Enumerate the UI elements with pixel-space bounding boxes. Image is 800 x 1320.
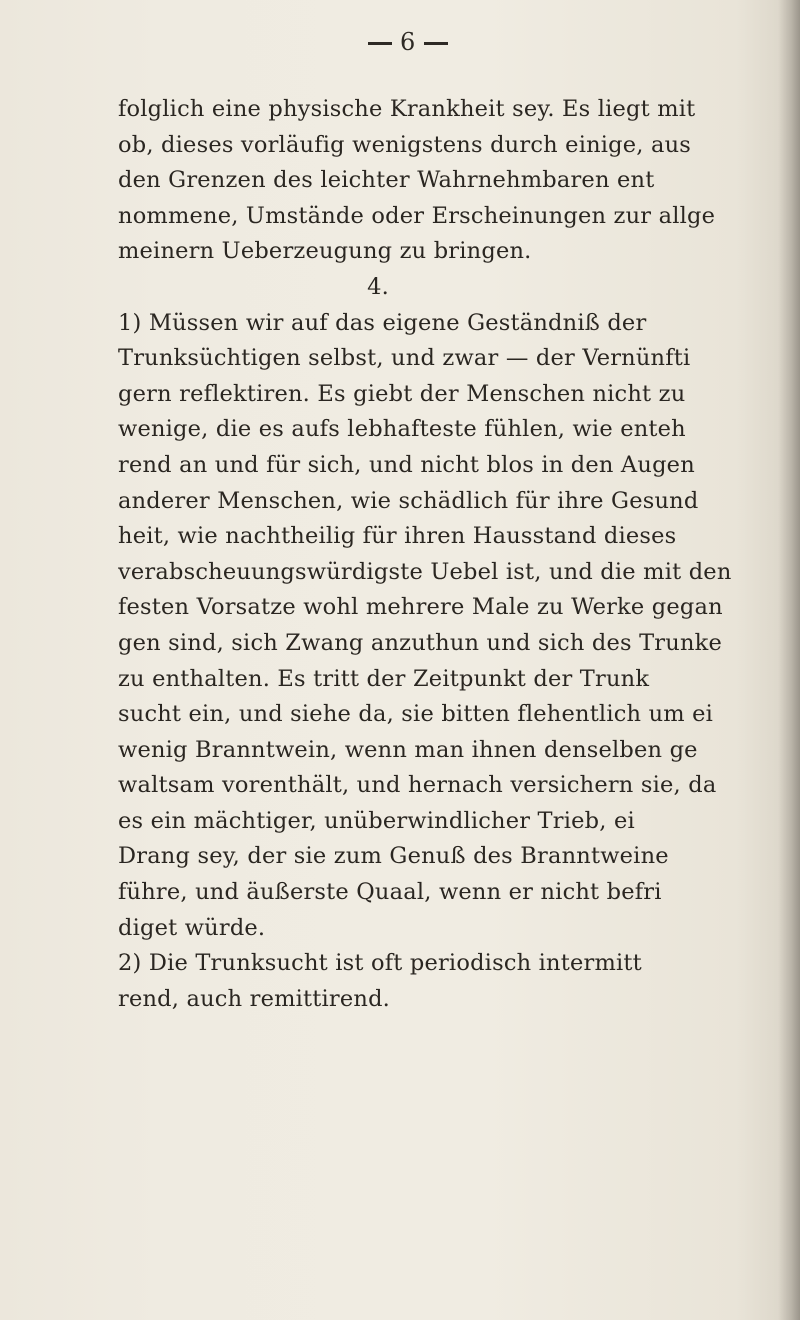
text-line: rend an und für sich, und nicht blos in den Augen <box>118 451 695 478</box>
text-line: ob, dieses vorläufig wenigstens durch einige, aus <box>118 131 692 158</box>
text-line: rend, auch remittirend. <box>118 985 391 1012</box>
page-number: 6 <box>400 28 417 56</box>
text-line: Drang sey, der sie zum Genuß des Branntweine <box>118 843 669 870</box>
header-dash-left <box>368 42 392 45</box>
text-line: diget würde. <box>118 914 266 941</box>
text-line: meinern Ueberzeugung zu bringen. <box>118 238 532 265</box>
text-line: führe, und äußerste Quaal, wenn er nicht befri <box>118 879 662 906</box>
body-text <box>118 92 768 1017</box>
text-line: sucht ein, und siehe da, sie bitten flehentlich um ei <box>118 701 714 728</box>
page-edge-shadow <box>778 0 800 1320</box>
text-line: festen Vorsatze wohl mehrere Male zu Werke gegan <box>118 594 723 621</box>
text-line: anderer Menschen, wie schädlich für ihre Gesund <box>118 487 699 514</box>
text-line: es ein mächtiger, unüberwindlicher Trieb, ei <box>118 807 635 834</box>
text-line: nommene, Umstände oder Erscheinungen zur allge <box>118 202 716 229</box>
text-line: 1) Müssen wir auf das eigene Geständniß der <box>118 309 647 336</box>
section-number: 4. <box>367 273 389 300</box>
text-line: waltsam vorenthält, und hernach versichern sie, da <box>118 772 717 799</box>
text-line: Trunksüchtigen selbst, und zwar — der Vernünfti <box>118 345 691 372</box>
text-line: gern reflektiren. Es giebt der Menschen nicht zu <box>118 380 686 407</box>
text-line: gen sind, sich Zwang anzuthun und sich des Trunke <box>118 629 722 656</box>
text-line: 2) Die Trunksucht ist oft periodisch intermitt <box>118 950 642 977</box>
text-line: den Grenzen des leichter Wahrnehmbaren ent <box>118 167 655 194</box>
text-line: folglich eine physische Krankheit sey. Es liegt mit <box>118 96 696 122</box>
text-line: verabscheuungswürdigste Uebel ist, und die mit den <box>118 558 732 585</box>
text-line: wenig Branntwein, wenn man ihnen denselben ge <box>118 736 698 763</box>
text-line: heit, wie nachtheilig für ihren Hausstand dieses <box>118 523 677 550</box>
text-line: wenige, die es aufs lebhafteste fühlen, wie enteh <box>118 416 686 443</box>
header-dash-right <box>424 42 448 45</box>
text-line: zu enthalten. Es tritt der Zeitpunkt der Trunk <box>118 665 650 692</box>
page-header <box>360 28 560 56</box>
